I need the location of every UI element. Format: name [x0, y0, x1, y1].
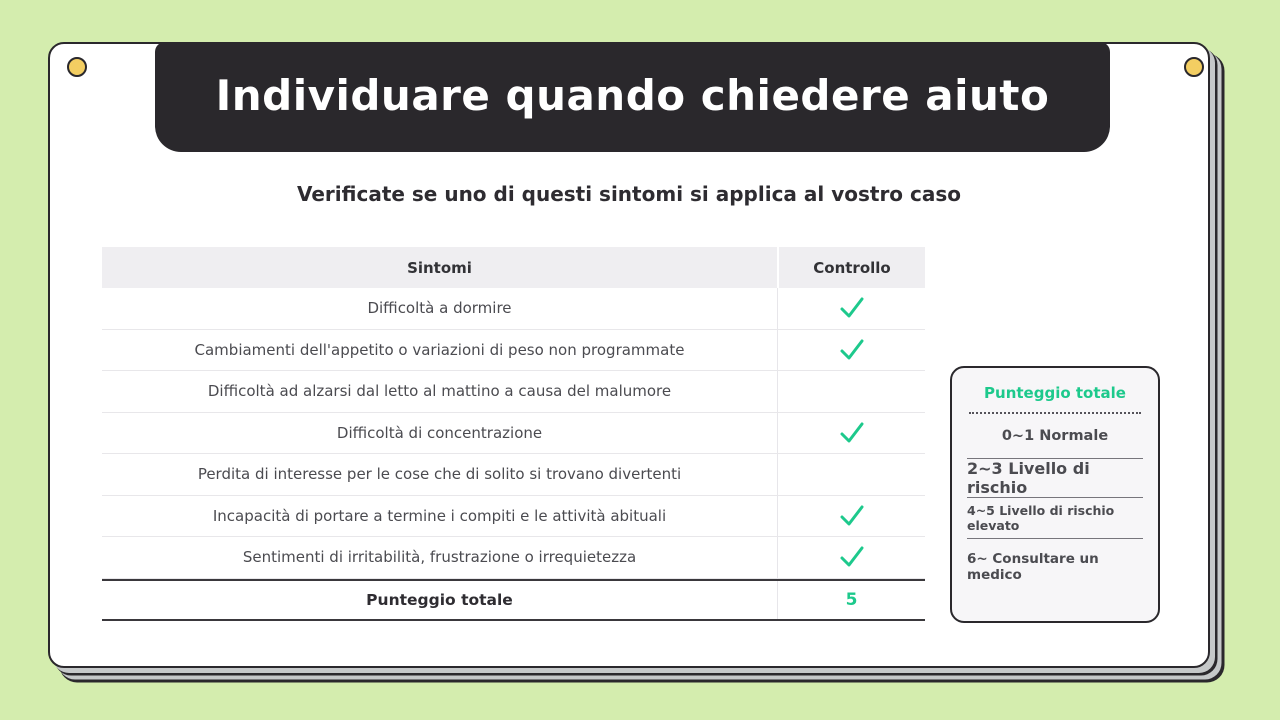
symptom-cell: Difficoltà a dormire: [367, 299, 512, 318]
symptom-cell: Perdita di interesse per le cose che di solito si trovano divertenti: [197, 465, 682, 484]
check-cell: [777, 330, 925, 371]
check-icon: [837, 295, 867, 321]
check-cell: [777, 371, 925, 412]
title-banner: [155, 42, 1110, 152]
check-cell: [777, 496, 925, 537]
total-value: 5: [777, 581, 925, 619]
column-header-check: Controllo: [777, 247, 925, 288]
subtitle: Verificate se uno di questi sintomi si applica al vostro caso: [296, 182, 962, 206]
table-row: [102, 413, 925, 455]
slide-card: [48, 42, 1210, 668]
symptom-cell: Sentimenti di irritabilità, frustrazione o irrequietezza: [242, 548, 637, 567]
pin-right-icon: [1184, 57, 1204, 77]
column-header-symptoms: Sintomi: [407, 258, 472, 277]
table-row: [102, 454, 925, 496]
symptom-cell: Difficoltà di concentrazione: [336, 423, 543, 442]
score-legend-items: [952, 414, 1158, 595]
table-row: [102, 537, 925, 579]
total-label: Punteggio totale: [366, 590, 513, 609]
score-legend-item: 0~1 Normale: [967, 414, 1143, 459]
symptoms-table: [102, 247, 925, 621]
symptom-cell: Difficoltà ad alzarsi dal letto al mattino a causa del malumore: [207, 382, 672, 401]
check-icon: [837, 503, 867, 529]
check-cell: [777, 288, 925, 329]
table-total-row: [102, 579, 925, 621]
table-row: [102, 288, 925, 330]
check-icon: [837, 420, 867, 446]
check-icon: [837, 337, 867, 363]
symptom-cell: Incapacità di portare a termine i compiti e le attività abituali: [212, 506, 667, 525]
score-legend-title: Punteggio totale: [984, 384, 1126, 402]
symptom-cell: Cambiamenti dell'appetito o variazioni di peso non programmate: [194, 340, 685, 359]
pin-left-icon: [67, 57, 87, 77]
table-header-row: [102, 247, 925, 288]
table-row: [102, 371, 925, 413]
check-cell: [777, 454, 925, 495]
table-row: [102, 496, 925, 538]
page-title: Individuare quando chiedere aiuto: [215, 70, 1050, 120]
check-cell: [777, 537, 925, 578]
score-legend-item: 4~5 Livello di rischio elevato: [967, 498, 1143, 539]
table-body: [102, 288, 925, 579]
table-row: [102, 330, 925, 372]
score-legend-panel: [950, 366, 1160, 623]
score-legend-item: 6~ Consultare un medico: [967, 551, 1099, 583]
check-cell: [777, 413, 925, 454]
score-legend-item: 2~3 Livello di rischio: [967, 459, 1143, 498]
check-icon: [837, 544, 867, 570]
